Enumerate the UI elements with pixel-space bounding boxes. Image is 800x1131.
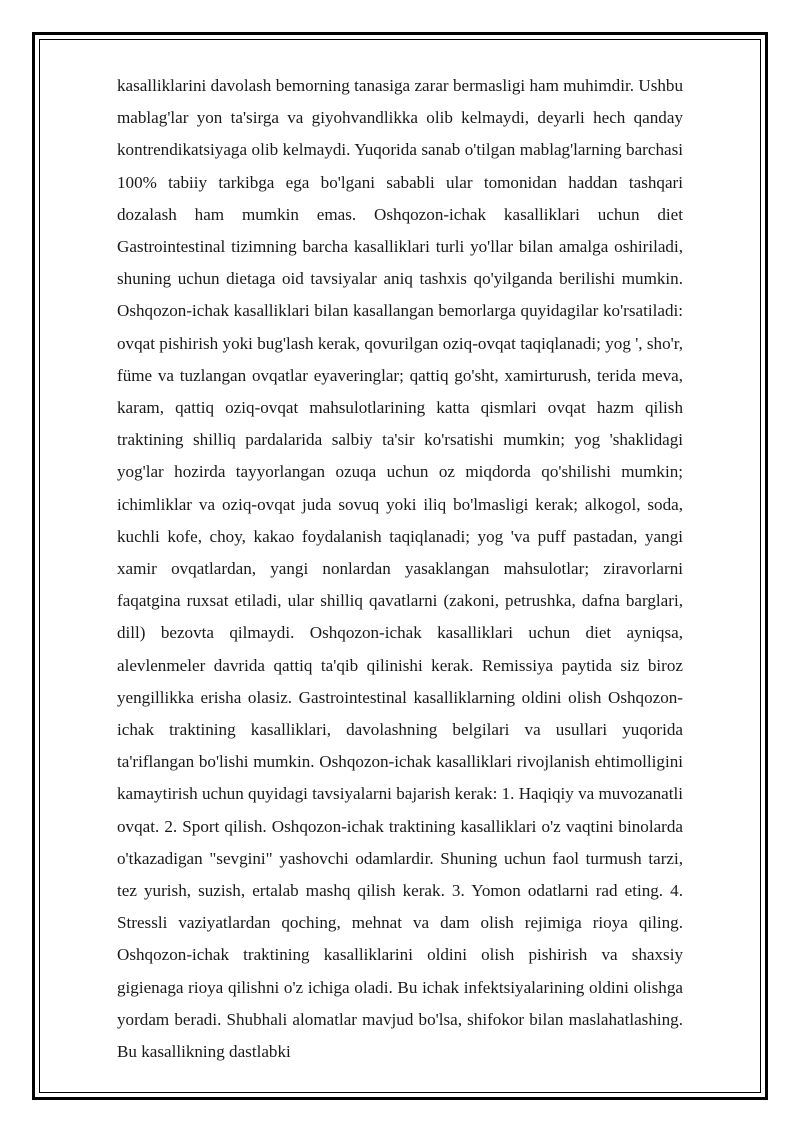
body-paragraph: kasalliklarini davolash bemorning tanasiga zarar bermasligi ham muhimdir. Ushbu mablag'lar yon ta'sirga va giyohvandlikka olib kelmaydi, deyarli hech qanday kontrendikatsiyaga olib kelmaydi. Yuqorida sanab o'tilgan mablag'larning barchasi 100% tabiiy tarkibga ega bo'lgani sababli ular tomonidan haddan tashqari dozalash ham mumkin emas. Oshqozon-ichak kasalliklari uchun diet Gastrointestinal tizimning barcha kasalliklari turli yo'llar bilan amalga oshiriladi, shuning uchun dietaga oid tavsiyalar aniq tashxis qo'yilganda berilishi mumkin. Oshqozon-ichak kasalliklari bilan kasallangan bemorlarga quyidagilar ko'rsatiladi: ovqat pishirish yoki bug'lash kerak, qovurilgan oziq-ovqat taqiqlanadi; yog ', sho'r, füme va tuzlangan ovqatlar eyaveringlar; qattiq go'sht, xamirturush, terida meva, karam, qattiq oziq-ovqat mahsulotlarining katta qismlari ovqat hazm qilish traktining shilliq pardalarida salbiy ta'sir ko'rsatishi mumkin; yog 'shaklidagi yog'lar hozirda tayyorlangan ozuqa uchun oz miqdorda qo'shilishi mumkin; ichimliklar va oziq-ovqat juda sovuq yoki iliq bo'lmasligi kerak; alkogol, soda, kuchli kofe, choy, kakao foydalanish taqiqlanadi; yog 'va puff pastadan, yangi xamir ovqatlardan, yangi nonlardan yasaklangan mahsulotlar; ziravorlarni faqatgina ruxsat etiladi, ular shilliq qavatlarni (zakoni, petrushka, dafna barglari, dill) bezovta qilmaydi. Oshqozon-ichak kasalliklari uchun diet ayniqsa, alevlenmeler davrida qattiq ta'qib qilinishi kerak. Remissiya paytida siz biroz yengillikka erisha olasiz. Gastrointestinal kasalliklarning oldini olish Oshqozon-ichak traktining kasalliklari, davolashning belgilari va usullari yuqorida ta'riflangan bo'lishi mumkin. Oshqozon-ichak kasalliklari rivojlanish ehtimolligini kamaytirish uchun quyidagi tavsiyalarni bajarish kerak: 1. Haqiqiy va muvozanatli ovqat. 2. Sport qilish. Oshqozon-ichak traktining kasalliklari o'z vaqtini binolarda o'tkazadigan "sevgini" yashovchi odamlardir. Shuning uchun faol turmush tarzi, tez yurish, suzish, ertalab mashq qilish kerak. 3. Yomon odatlarni rad eting. 4. Stressli vaziyatlardan qoching, mehnat va dam olish rejimiga rioya qiling. Oshqozon-ichak traktining kasalliklarini oldini olish pishirish va shaxsiy gigienaga rioya qilishni o'z ichiga oladi. Bu ichak infektsiyalarining oldini olishga yordam beradi. Shubhali alomatlar mavjud bo'lsa, shifokor bilan maslahatlashing. Bu kasallikning dastlabki [117, 76, 683, 1062]
